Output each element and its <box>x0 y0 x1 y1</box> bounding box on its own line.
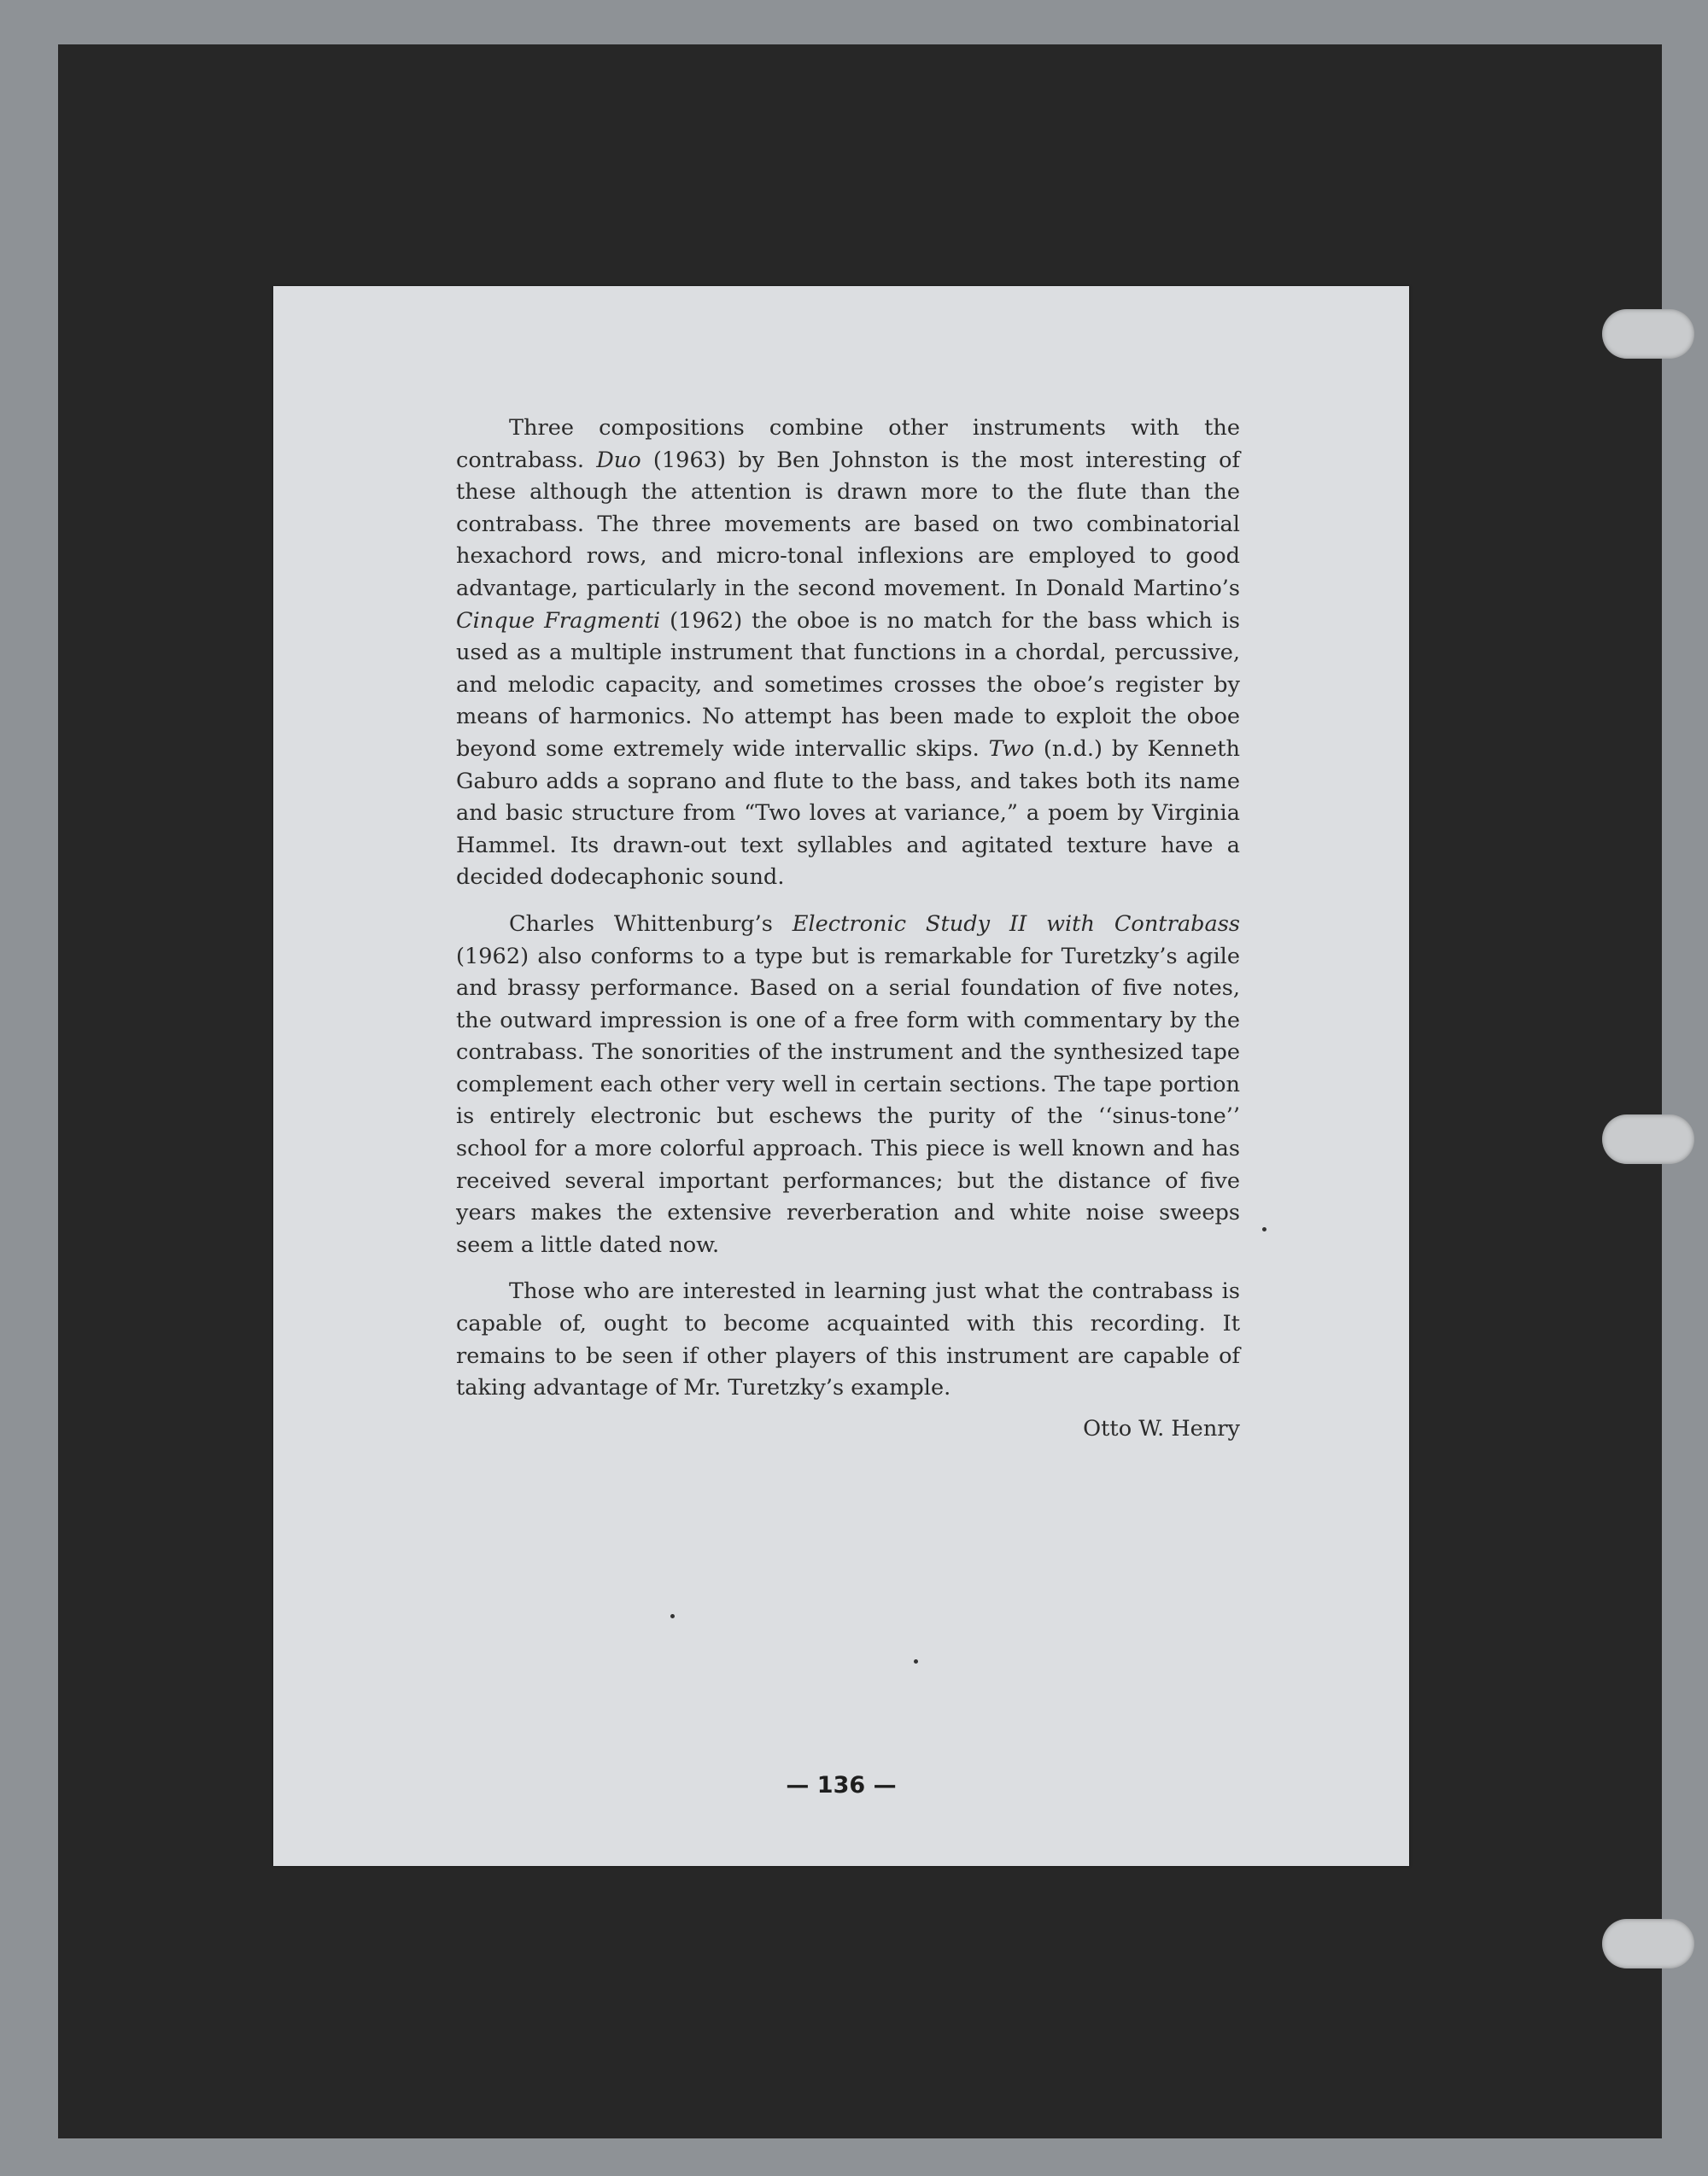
paper-speck <box>1262 1227 1266 1231</box>
text-run: (1963) by Ben Johnston is the most interesting of these although the attention is drawn more to the flute than the contrabass. The three movements are based on two combinatorial hexachord rows, and micro-tonal inflexions are employed to good advantage, particularly in the second movement. In Donald Martino’s <box>456 447 1241 601</box>
article-paragraph-1 <box>456 412 1240 894</box>
article-paragraph-3 <box>456 1276 1240 1404</box>
article-paragraph-2 <box>456 909 1240 1262</box>
page-number: — 136 — <box>786 1772 897 1799</box>
binder-hole-top <box>1602 309 1694 359</box>
author-signature: Otto W. Henry <box>1083 1415 1240 1442</box>
binder-hole-middle <box>1602 1114 1694 1164</box>
text-run: Charles Whittenburg’s <box>509 910 793 937</box>
work-title: Electronic Study II with Contrabass <box>792 910 1240 937</box>
work-title: Two <box>988 735 1035 762</box>
paper-speck <box>914 1659 918 1664</box>
work-title: Cinque Fragmenti <box>456 607 661 634</box>
paper-speck <box>670 1614 675 1618</box>
text-run: (n.d.) by Kenneth Gaburo adds a soprano and flute to the bass, and takes both its name and basic structure from “Two loves at variance,” a poem by Virginia Hammel. Its drawn-out text syllables and agitated texture have a decided dodecaphonic sound. <box>456 735 1240 891</box>
work-title: Duo <box>596 447 641 473</box>
document-page <box>273 286 1409 1866</box>
text-run: (1962) the oboe is no match for the bass which is used as a multiple instrument that functions in a chordal, percussive, and melodic capacity, and sometimes crosses the oboe’s register by means of harmonics. No attempt has been made to exploit the oboe beyond some extremely wide intervallic skips. <box>456 607 1241 762</box>
text-run: (1962) also conforms to a type but is remarkable for Turetzky’s agile and brassy performance. Based on a serial foundation of five notes, the outward impression is one of a free form with commentary by the contrabass. The sonorities of the instrument and the synthesized tape complement each other very well in certain sections. The tape portion is entirely electronic but eschews the purity of the ‘‘sinus-tone’’ school for a more colorful approach. This piece is well known and has received several important performances; but the distance of five years makes the extensive reverberation and white noise sweeps seem a little dated now. <box>456 943 1240 1258</box>
text-run: Those who are interested in learning just what the contrabass is capable of, ought to become acquainted with this recording. It remains to be seen if other players of this instrument are capable of taking advantage of Mr. Turetzky’s example. <box>456 1278 1240 1401</box>
binder-hole-bottom <box>1602 1919 1694 1968</box>
text-run: Three compositions combine other instruments with the contrabass. <box>456 415 1240 473</box>
article-body <box>456 412 1240 1445</box>
